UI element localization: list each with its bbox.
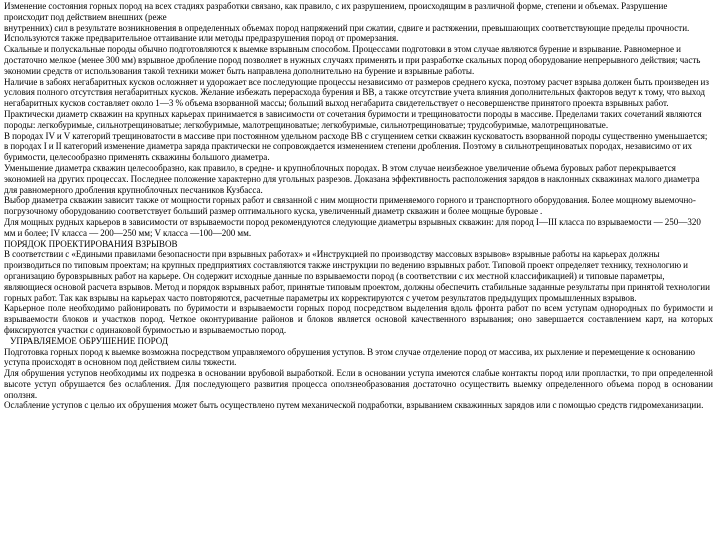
paragraph: Скальные и полускальные породы обычно подготовляются к выемке взрывным способом. Процессами подготовки в этом случае являются бурение и взрывание. Равномерное и достаточно мелкое (менее 300 мм) взрывное дробление пород позволяет в нужных случаях применять и при разработке скальных пород оборудование непрерывного действия; часть экономии средств от использования такой техники может быть направлена дополнительно на бурение и взрывные работы. <box>4 44 701 76</box>
paragraph: Наличие в забоях негабаритных кусков осложняет и удорожает все последующие процессы независимо от размеров среднего куска, поэтому расчет взрыва должен быть произведен из условия полного отсутствия негабаритных кусков. Желание избежать перерасхода бурения и ВВ, а также отсутствие учета влияния дополнительных факторов ведут к тому, что выход негабаритных кусков составляет около 1—3 % объема взорванной массы; больший выход негабарита свидетельствует о несовершенстве принятого проекта взрывных работ. <box>4 76 709 109</box>
paragraph: Изменение состояния горных пород на всех стадиях разработки связано, как правило, с их разрушением, происходящим в различной форме, степени и объемах. Разрушение происходит под действием внешних (реже <box>4 1 668 22</box>
paragraph: В породах IV и V категорий трещиноватости в массиве при постоянном удельном расходе ВВ с сгущением сетки скважин кусковатость взорванной породы существенно уменьшается; в породах I и II категорий изменение диаметра заряда практически не сопровождается изменением степени дробления. Поэтому в сильнотрещиноватых породах, независимо от их буримости, целесообразно применять скважины большого диаметра. <box>4 130 708 163</box>
paragraph: Карьерное поле необходимо районировать по буримости и взрываемости горных пород посредством выделения вдоль фронта работ по всем уступам однородных по буримости и взрываемости блоков и участков пород. Четкое оконтуривание районов и блоков является основой качественного взрывания; оно завершается составлением карт, на которых фиксируются участки с одинаковой буримостью и взрываемостью пород. <box>4 303 713 335</box>
document-body <box>4 1 713 411</box>
paragraph: Уменьшение диаметра скважин целесообразно, как правило, в средне- и крупноблочных породах. В этом случае неизбежное увеличение объема буровых работ перекрывается экономией на других процессах. Последнее положение характерно для угольных разрезов. Доказана эффективность расположения зарядов в наклонных скважинах малого диаметра для равномерного дробления крупноблочных песчаников Кузбасса. <box>4 162 700 195</box>
paragraph: внутренних) сил в результате возникновения в определенных объемах пород напряжений при сжатии, сдвиге и растяжении, превышающих соответствующие пределы прочности. Используются также предварительное оттаивание или методы предразрушения пород от промерзания. <box>4 22 690 44</box>
section-heading-blast-design: ПОРЯДОК ПРОЕКТИРОВАНИЯ ВЗРЫВОВ <box>4 238 178 249</box>
paragraph: Выбор диаметра скважин зависит также от мощности горных работ и связанной с ним мощности применяемого горного и транспортного оборудования. Более мощному выемочно-погрузочному оборудованию соответствует больший размер оптимального куска, увеличенный диаметр скважин и более мощные буровые . <box>4 195 696 217</box>
paragraph: В соответствии с «Едиными правилами безопасности при взрывных работах» и «Инструкцией по производству массовых взрывов» взрывные работы на карьерах должны производиться по типовым проектам; на крупных предприятиях составляются также инструкции по ведению взрывных работ. Типовой проект определяет технику, технологию и организацию буровзрывных работ на карьере. Он содержит исходные данные по взрываемости пород (в соответствии с их местной классификацией) и типовые параметры, являющиеся основой расчета взрывов. Метод и порядок взрывных работ, принятые типовым проектом, должны обеспечить стабильные заданные результаты при принятой технологии горных работ. Так как взрывы на карьерах часто повторяются, расчетные параметры их корректируются с учетом результатов предыдущих промышленных взрывов. <box>4 249 710 303</box>
paragraph: Для обрушения уступов необходимы их подрезка в основании врубовой выработкой. Если в основании уступа имеются слабые контакты пород или пропластки, то при определенной высоте уступ обрушается без ослабления. Для последующего развития процесса оползнеобразования достаточно осуществить выемку определенного объема пород в основании оползня. <box>4 368 713 400</box>
section-heading-controlled-caving: УПРАВЛЯЕМОЕ ОБРУШЕНИЕ ПОРОД <box>10 335 169 346</box>
paragraph: Ослабление уступов с целью их обрушения может быть осуществлено путем механической подработки, взрыванием скважинных зарядов или с помощью средств гидромеханизации. <box>4 400 704 411</box>
paragraph: Практически диаметр скважин на крупных карьерах принимается в зависимости от сочетания буримости и трещиноватости породы в массиве. Пределами таких сочетаний являются породы: легкобуримые, сильнотрещиноватые; легкобуримые, малотрещиноватые; легкобуримые, сильнотрещиноватые; трудсобуримые, малотрещиноватые. <box>4 108 702 130</box>
paragraph: Подготовка горных пород к выемке возможна посредством управляемого обрушения уступов. В этом случае отделение пород от массива, их рыхление и перемещение к основанию уступа происходят в основном под действием силы тяжести. <box>4 346 695 368</box>
paragraph: Для мощных рудных карьеров в зависимости от взрываемости пород рекомендуются следующие диаметры взрывных скважин: для пород I—III класса по взрываемости — 250—320 мм и более; IV класса — 200—250 мм; V класса —100—200 мм. <box>4 216 701 238</box>
